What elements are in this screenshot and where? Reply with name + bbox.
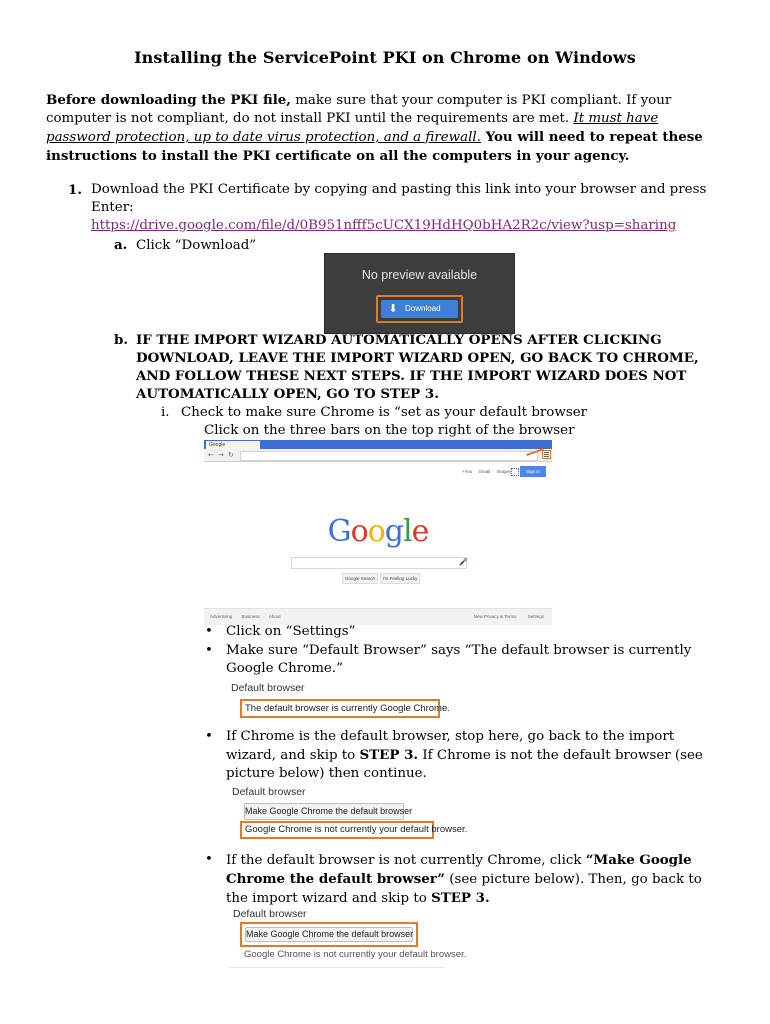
google-logo-letter: g <box>384 514 403 549</box>
reload-icon[interactable]: ↻ <box>228 451 234 459</box>
pki-download-link[interactable]: https://drive.google.com/file/d/0B951nfff5cUCX19HdHQ0bHA2R2c/view?usp=sharing <box>91 218 677 233</box>
step-b-text: IF THE IMPORT WIZARD AUTOMATICALLY OPENS AFTER CLICKING DOWNLOAD, LEAVE THE IMPORT WIZARD OPEN, GO BACK TO CHROME, AND FOLLOW THESE NEXT STEPS. IF THE IMPORT WIZARD DOES NOT AUTOMATICALLY OPEN, GO TO STEP 3. <box>136 332 699 402</box>
step-1-text: Download the PKI Certificate by copying and pasting this link into your browser and press Enter: <box>91 182 707 215</box>
bullet-4-lead: If the default browser is not currently Chrome, click <box>226 853 586 868</box>
forward-icon[interactable]: → <box>218 451 224 459</box>
browser-toolbar <box>204 449 552 462</box>
tab-strip <box>204 440 552 449</box>
bullet-3-text <box>226 728 726 783</box>
bullet-4-tail: (see picture below). Then, go back to the import wizard and skip to <box>226 872 702 906</box>
intro-text: make sure that your computer is PKI compliant. If your computer is not compliant, do not install PKI until the requirements are met. <box>46 93 672 126</box>
footer-link-settings[interactable]: Settings <box>527 614 544 619</box>
browser-tab[interactable]: Google <box>206 441 260 449</box>
default-browser-yes-screenshot <box>230 681 450 721</box>
make-default-button[interactable]: Make Google Chrome the default browser <box>244 803 404 820</box>
bullet-1-text: Click on “Settings” <box>226 624 356 639</box>
step-a <box>114 236 256 255</box>
default-browser-status-highlight <box>240 699 450 718</box>
address-bar[interactable] <box>240 451 538 461</box>
footer-link-business[interactable]: Business <box>241 614 260 619</box>
google-logo <box>204 515 552 549</box>
google-search-input[interactable] <box>291 557 467 569</box>
google-top-links <box>462 469 516 474</box>
step-i-subtext: Click on the three bars on the top right of the browser <box>204 423 575 438</box>
intro-bold-tail: You will need to repeat these instructions to install the PKI certificate on all the computers in your agency. <box>46 129 703 164</box>
chrome-screenshot <box>204 440 552 626</box>
bullet-4-text <box>226 851 726 908</box>
download-button-label: Download <box>405 304 441 313</box>
make-default-highlight <box>240 922 418 947</box>
microphone-icon[interactable]: 🎤 <box>459 558 468 566</box>
intro-paragraph <box>46 91 726 166</box>
bullet-dot: • <box>205 624 213 639</box>
google-logo-letter: l <box>402 514 412 549</box>
step-1-number: 1. <box>68 182 82 198</box>
footer-link-about[interactable]: About <box>268 614 281 619</box>
feeling-lucky-button[interactable]: I'm Feeling Lucky <box>380 573 420 584</box>
bullet-3-lead: If Chrome is the default browser, stop here, go back to the import wizard, and skip to <box>226 729 675 763</box>
document-title: Installing the ServicePoint PKI on Chrome on Windows <box>134 48 636 67</box>
download-highlight <box>376 295 463 323</box>
step-a-label: a. <box>114 237 128 253</box>
step-b-label: b. <box>114 332 129 348</box>
step-i <box>161 404 587 422</box>
not-default-status-highlight <box>240 821 468 839</box>
top-link-gmail[interactable]: Gmail <box>478 469 491 474</box>
bullet-dot: • <box>205 643 213 658</box>
no-preview-message: No preview available <box>361 268 478 282</box>
default-browser-header: Default browser <box>232 786 306 798</box>
download-button[interactable] <box>381 300 458 318</box>
not-default-status: Google Chrome is not currently your default browser. <box>244 949 467 960</box>
no-preview-screenshot <box>324 253 515 334</box>
bullet-3-bold: STEP 3. <box>359 747 419 763</box>
step-a-text: Click “Download” <box>136 238 257 253</box>
bullet-4-bold: “Make Google Chrome the default browser” <box>226 852 692 887</box>
intro-requirements: It must have password protection, up to date virus protection, and a firewall. <box>46 111 659 145</box>
divider <box>230 967 444 968</box>
bullet-dot: • <box>205 729 213 744</box>
default-browser-status: The default browser is currently Google Chrome. <box>245 703 450 714</box>
sign-in-button[interactable]: Sign in <box>520 466 546 477</box>
top-link-images[interactable]: Images <box>496 469 512 474</box>
default-browser-header: Default browser <box>233 908 307 920</box>
bullet-3-tail: If Chrome is not the default browser (see picture below) then continue. <box>226 748 703 781</box>
apps-grid-icon[interactable] <box>511 468 519 476</box>
footer-link-advertising[interactable]: Advertising <box>210 614 233 619</box>
google-search-button[interactable]: Google Search <box>342 573 378 584</box>
google-logo-letter: o <box>350 514 368 549</box>
intro-bold-lead: Before downloading the PKI file, <box>46 92 291 108</box>
back-icon[interactable]: ← <box>208 451 214 459</box>
bullet-2-text: Make sure “Default Browser” says “The default browser is currently Google Chrome.” <box>226 643 692 676</box>
default-browser-header: Default browser <box>231 682 305 694</box>
footer-link-privacy[interactable]: New Privacy & Terms <box>473 614 517 619</box>
step-i-label: i. <box>161 405 170 420</box>
google-logo-letter: G <box>327 514 351 549</box>
make-default-button[interactable]: Make Google Chrome the default browser <box>245 927 413 942</box>
step-i-text: Check to make sure Chrome is “set as your default browser <box>181 405 588 420</box>
google-logo-letter: e <box>411 514 429 549</box>
not-default-status: Google Chrome is not currently your default browser. <box>245 824 468 835</box>
default-browser-no-screenshot <box>230 785 468 841</box>
chrome-menu-icon[interactable] <box>542 450 551 459</box>
download-icon: ⬇ <box>388 302 398 315</box>
google-logo-letter: o <box>367 514 385 549</box>
bullet-dot: • <box>205 852 213 867</box>
bullet-4-bold-2: STEP 3. <box>431 890 490 906</box>
make-default-screenshot <box>230 908 467 970</box>
top-link-you[interactable]: +You <box>462 469 473 474</box>
